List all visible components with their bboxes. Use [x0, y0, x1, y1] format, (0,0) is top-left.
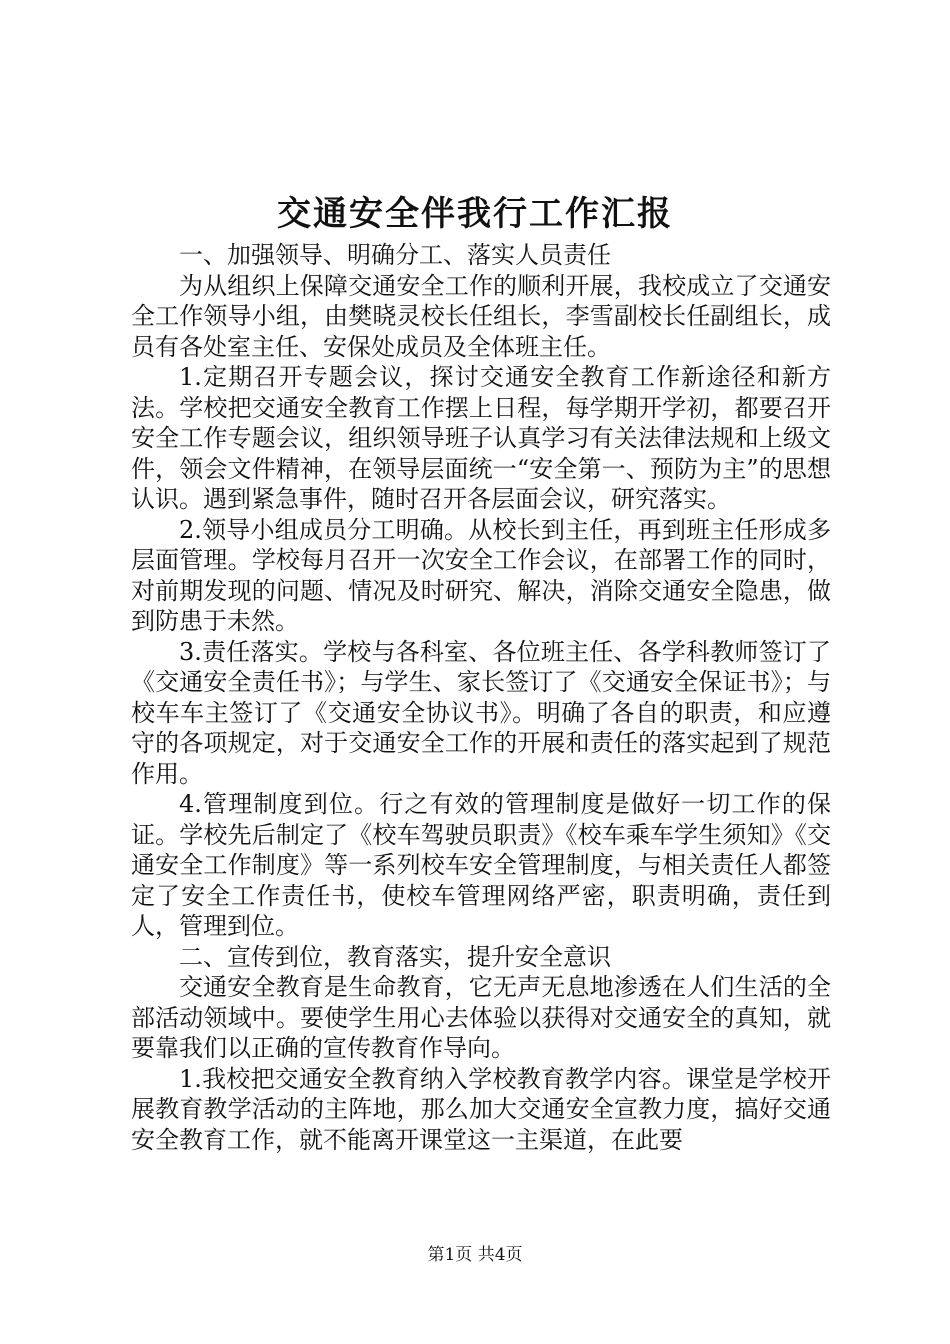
paragraph: 交通安全教育是生命教育，它无声无息地渗透在人们生活的全部活动领域中。要使学生用心去体验以获得对交通安全的真知，就要靠我们以正确的宣传教育作导向。	[131, 973, 831, 1062]
page-footer: 第1页 共4页	[427, 1245, 523, 1265]
paragraph: 1.定期召开专题会议，探讨交通安全教育工作新途径和新方法。学校把交通安全教育工作摆上日程，每学期开学初，都要召开安全工作专题会议，组织领导班子认真学习有关法律法规和上级文件，领会文件精神，在领导层面统一“安全第一、预防为主”的思想认识。遇到紧急事件，随时召开各层面会议，研究落实。	[131, 363, 831, 513]
paragraph: 3.责任落实。学校与各科室、各位班主任、各学科教师签订了《交通安全责任书》；与学生、家长签订了《交通安全保证书》；与校车车主签订了《交通安全协议书》。明确了各自的职责，和应遵守的各项规定，对于交通安全工作的开展和责任的落实起到了规范作用。	[131, 637, 831, 788]
paragraph: 1.我校把交通安全教育纳入学校教育教学内容。课堂是学校开展教育教学活动的主阵地，那么加大交通安全宣教力度，搞好交通安全教育工作，就不能离开课堂这一主渠道，在此要	[131, 1064, 831, 1154]
paragraph: 4.管理制度到位。行之有效的管理制度是做好一切工作的保证。学校先后制定了《校车驾驶员职责》《校车乘车学生须知》《交通安全工作制度》等一系列校车安全管理制度，与相关责任人都签定了安全工作责任书，使校车管理网络严密，职责明确，责任到人，管理到位。	[131, 790, 831, 940]
document-body	[131, 240, 831, 1155]
section-heading-2: 二、宣传到位，教育落实，提升安全意识	[179, 942, 611, 971]
section-heading-1: 一、加强领导、明确分工、落实人员责任	[179, 241, 611, 269]
paragraph: 为从组织上保障交通安全工作的顺利开展，我校成立了交通安全工作领导小组，由樊晓灵校长任组长，李雪副校长任副组长，成员有各处室主任、安保处成员及全体班主任。	[131, 271, 831, 361]
document-title: 交通安全伴我行工作汇报	[277, 194, 673, 234]
paragraph: 2.领导小组成员分工明确。从校长到主任，再到班主任形成多层面管理。学校每月召开一次安全工作会议，在部署工作的同时，对前期发现的问题、情况及时研究、解决，消除交通安全隐患，做到防患于未然。	[131, 515, 831, 635]
